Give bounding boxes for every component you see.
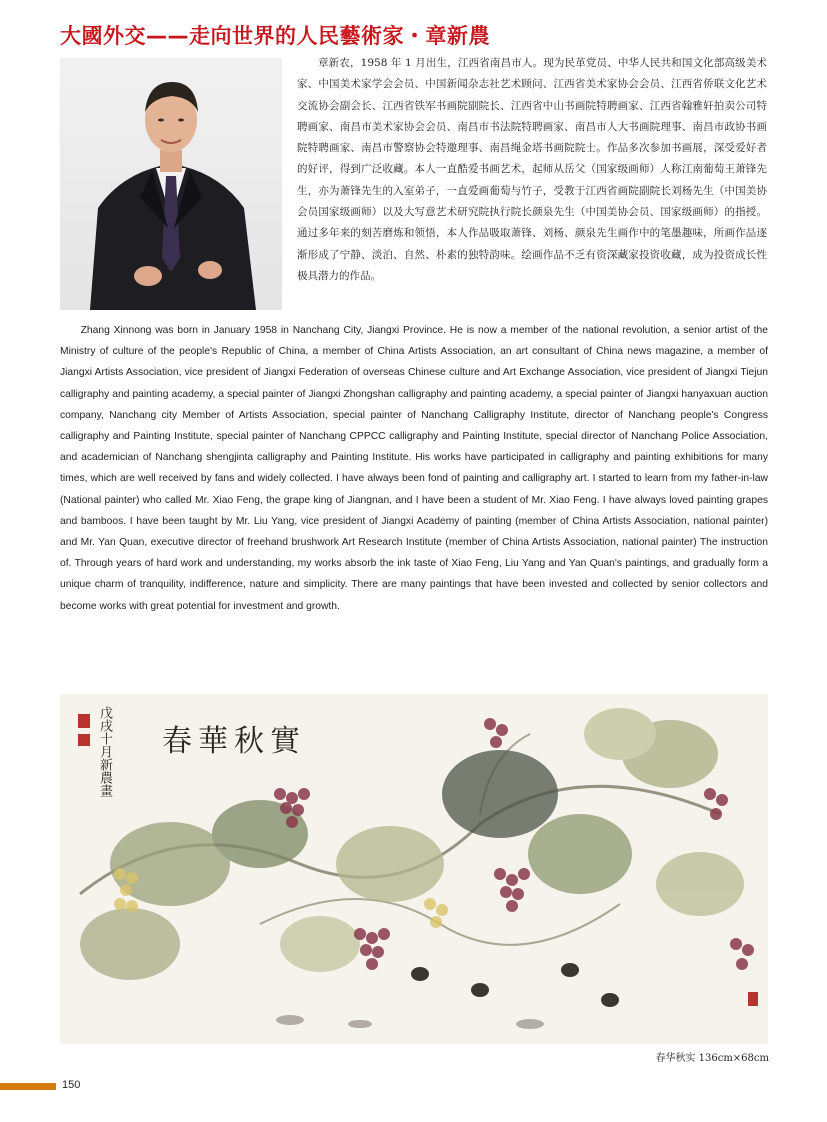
painting-inscription-title: 春華秋實 — [162, 724, 306, 759]
page-number: 150 — [62, 1079, 81, 1091]
english-biography: Zhang Xinnong was born in January 1958 in Nanchang City, Jiangxi Province. He is now a member of the national revolution, a senior artist of the Ministry of culture of the people's Republic of China, a member of China Artists Association, an art consultant of China news magazine, a member of Jiangxi Artists Association, vice president of Jiangxi Federation of overseas Chinese culture and Art Exchange Association, vice president of Jiangxi Tiejun calligraphy and painting academy, a special painter of Jiangxi Zhongshan calligraphy and painting academy, a special painter of Jiangxi hanyaxuan auction company, Nanchang city Member of Artists Association, special painter of Nanchang Calligraphy Institute, director of Nanchang people's Congress calligraphy and Painting Institute, special painter of Nanchang CPPCC calligraphy and Painting Institute, special director of Nanchang Police Association, and academician of Nanchang shengjinta calligraphy and Painting Institute. His works have participated in calligraphy and painting exhibitions for many times, which are well received by fans and widely collected. I have always been fond of painting and calligraphy art. I started to learn from my father-in-law (National painter) who called Mr. Xiao Feng, the grape king of Jiangnan, and I have been a student of Mr. Xiao Feng. I have always loved painting grapes and bamboos. I have been taught by Mr. Liu Yang, vice president of Jiangxi Academy of painting (member of China Artists Association, national painter) and Mr. Yan Quan, executive director of freehand brushwork Art Research Institute (member of China Artists Association, national painter) The instruction of. Through years of hard work and understanding, my works absorb the ink taste of Xiao Feng, Liu Yang and Yan Quan's paintings, and gradually form a unique charm of tranquility, indifference, nature and simplicity. There are many paintings that have been invested and collected by senior collectors and become works with great potential for investment and growth. — [60, 325, 768, 612]
chinese-biography: 章新农，1958 年 1 月出生，江西省南昌市人。现为民革党员、中华人民共和国文化部高级美术家、中国美术家学会会员、中国新闻杂志社艺术顾问、江西省美术家协会会员、江西省侨联文化艺术交流协会副会长、江西省铁军书画院副院长、江西省中山书画院特聘画家、江西省翰雅轩拍卖公司特聘画家、南昌市美术家协会会员、南昌市书法院特聘画家、南昌市人大书画院理事、南昌市政协书画院特聘画家、南昌市警察协会特邀理事、南昌绳金塔书画院院士。作品多次参加书画展，深受爱好者的好评，得到广泛收藏。本人一直酷爱书画艺术，起师从岳父（国家级画师）人称江南葡萄王萧锋先生，亦为萧锋先生的入室弟子，一直爱画葡萄与竹子，受教于江西省画院副院长刘杨先生（中国美协会员国家级画师）以及大写意艺术研究院执行院长颜泉先生（中国美协会员、国家级画师）的指授。通过多年来的刻苦磨炼和领悟，本人作品吸取萧锋、刘杨、颜泉先生画作中的笔墨趣味，所画作品逐渐形成了宁静、淡泊、自然、朴素的独特韵味。绘画作品不乏有资深藏家投资收藏，成为投资成长性极具潜力的作品。 — [297, 57, 767, 282]
artist-portrait — [60, 58, 282, 310]
painting-caption: 春华秋实 136cm×68cm — [655, 1053, 769, 1064]
page-title: 大國外交——走向世界的人民藝術家・章新農 — [60, 24, 490, 48]
page-accent-bar — [0, 1083, 56, 1090]
painting-inscription-side: 戊戌十月新農畫 — [97, 706, 112, 797]
